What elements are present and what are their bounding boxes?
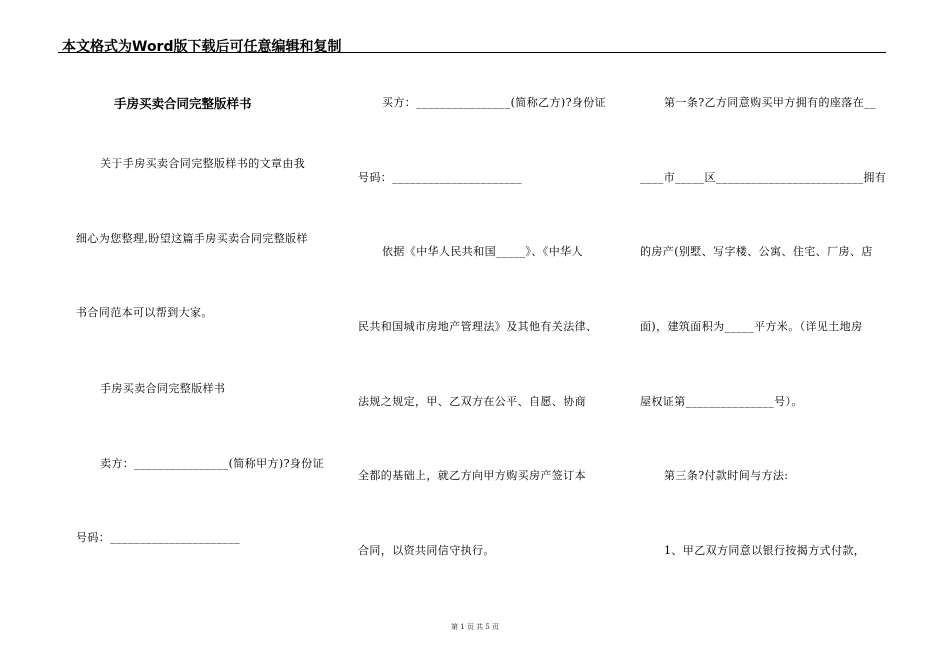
section-heading: 手房买卖合同完整版样书 — [100, 382, 226, 395]
article-one-line: 第一条?乙方同意购买甲方拥有的座落在__ — [664, 96, 876, 109]
page-number: 第 1 页 共 5 页 — [450, 623, 500, 631]
paragraph-line: 面)，建筑面积为_____平方米。（详见土地房 — [640, 320, 863, 333]
paragraph-line: 依据《中华人民共和国_____》、《中华人 — [382, 245, 583, 258]
paragraph-line: 的房产(别墅、写字楼、公寓、住宅、厂房、店 — [640, 245, 873, 258]
paragraph-line: ____市_____区_________________________拥有 — [640, 171, 887, 184]
buyer-id-line: 号码：______________________ — [358, 171, 522, 184]
paragraph-line: 法规之规定，甲、乙双方在公平、自愿、协商 — [358, 395, 586, 408]
seller-id-line: 号码：______________________ — [76, 531, 240, 544]
paragraph-line: 屋权证第_______________号）。 — [640, 395, 803, 408]
seller-line: 卖方：________________(简称甲方)?身份证 — [100, 457, 325, 470]
paragraph-line: 细心为您整理,盼望这篇手房买卖合同完整版样 — [76, 232, 308, 245]
paragraph-line: 全都的基础上，就乙方向甲方购买房产签订本 — [358, 469, 586, 482]
header-divider — [58, 52, 886, 53]
page-header: 本文格式为Word版下载后可任意编辑和复制 — [62, 39, 342, 55]
paragraph-line: 书合同范本可以帮到大家。 — [76, 306, 213, 319]
paragraph-line: 民共和国城市房地产管理法》及其他有关法律、 — [358, 320, 598, 333]
paragraph-line: 关于手房买卖合同完整版样书的文章由我 — [100, 157, 306, 170]
article-three-heading: 第三条?付款时间与方法: — [664, 469, 789, 482]
document-title: 手房买卖合同完整版样书 — [114, 96, 252, 111]
paragraph-line: 1、甲乙双方同意以银行按揭方式付款， — [664, 544, 866, 557]
paragraph-line: 合同，以资共同信守执行。 — [358, 544, 495, 557]
buyer-line: 买方：________________(简称乙方)?身份证 — [382, 96, 607, 109]
